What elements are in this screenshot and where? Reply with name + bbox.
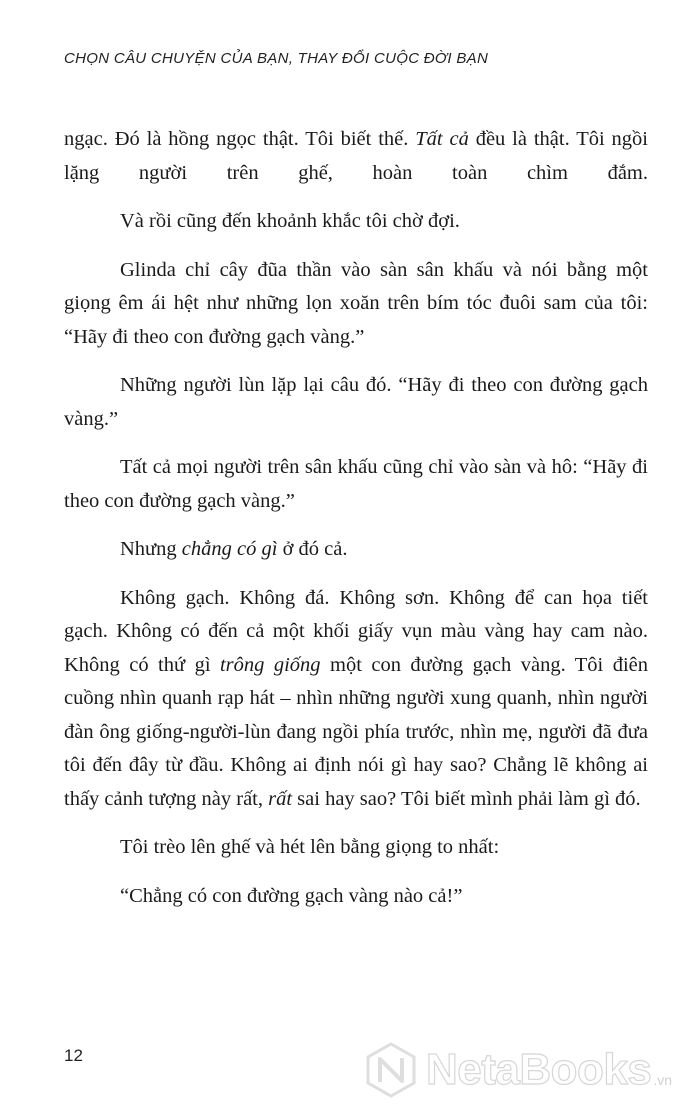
watermark [364,1038,694,1102]
running-header: CHỌN CÂU CHUYỆN CỦA BẠN, THAY ĐỔI CUỘC ĐỜI BẠN [64,50,489,67]
paragraph-5: Tất cả mọi người trên sân khấu cũng chỉ vào sàn và hô: “Hãy đi theo con đường gạch vàng.” [64,456,648,512]
paragraph-6: Nhưng chẳng có gì ở đó cả. [120,538,348,560]
netabooks-logo-icon [364,1041,418,1099]
body-text [64,123,648,928]
paragraph-7: Không gạch. Không đá. Không sơn. Không để can họa tiết gạch. Không có đến cả một khối giấy vụn màu vàng hay cam nào. Không có thứ gì trông giống một con đường gạch vàng. Tôi điên cuồng nhìn quanh rạp hát – nhìn những người xung quanh, nhìn người đàn ông giống-người-lùn đang ngồi phía trước, nhìn mẹ, người đã đưa tôi đến đây từ đầu. Không ai định nói gì hay sao? Chẳng lẽ không ai thấy cảnh tượng này rất, rất sai hay sao? Tôi biết mình phải làm gì đó. [64,586,648,810]
paragraph-2: Và rồi cũng đến khoảnh khắc tôi chờ đợi. [120,210,460,232]
watermark-brand: NetaBooks [426,1045,652,1094]
paragraph-8: Tôi trèo lên ghế và hét lên bằng giọng to nhất: [120,836,500,858]
paragraph-1: ngạc. Đó là hồng ngọc thật. Tôi biết thế. Tất cả đều là thật. Tôi ngồi lặng người trên ghế, hoàn toàn chìm đắm. [64,128,648,184]
paragraph-9: “Chẳng có con đường gạch vàng nào cả!” [120,884,463,907]
watermark-suffix: .vn [653,1072,673,1088]
paragraph-4: Những người lùn lặp lại câu đó. “Hãy đi theo con đường gạch vàng.” [64,374,648,430]
paragraph-3: Glinda chỉ cây đũa thần vào sàn sân khấu và nói bằng một giọng êm ái hệt như những lọn xoăn trên bím tóc đuôi sam của tôi: “Hãy đi theo con đường gạch vàng.” [64,258,648,348]
page-number: 12 [64,1046,83,1065]
